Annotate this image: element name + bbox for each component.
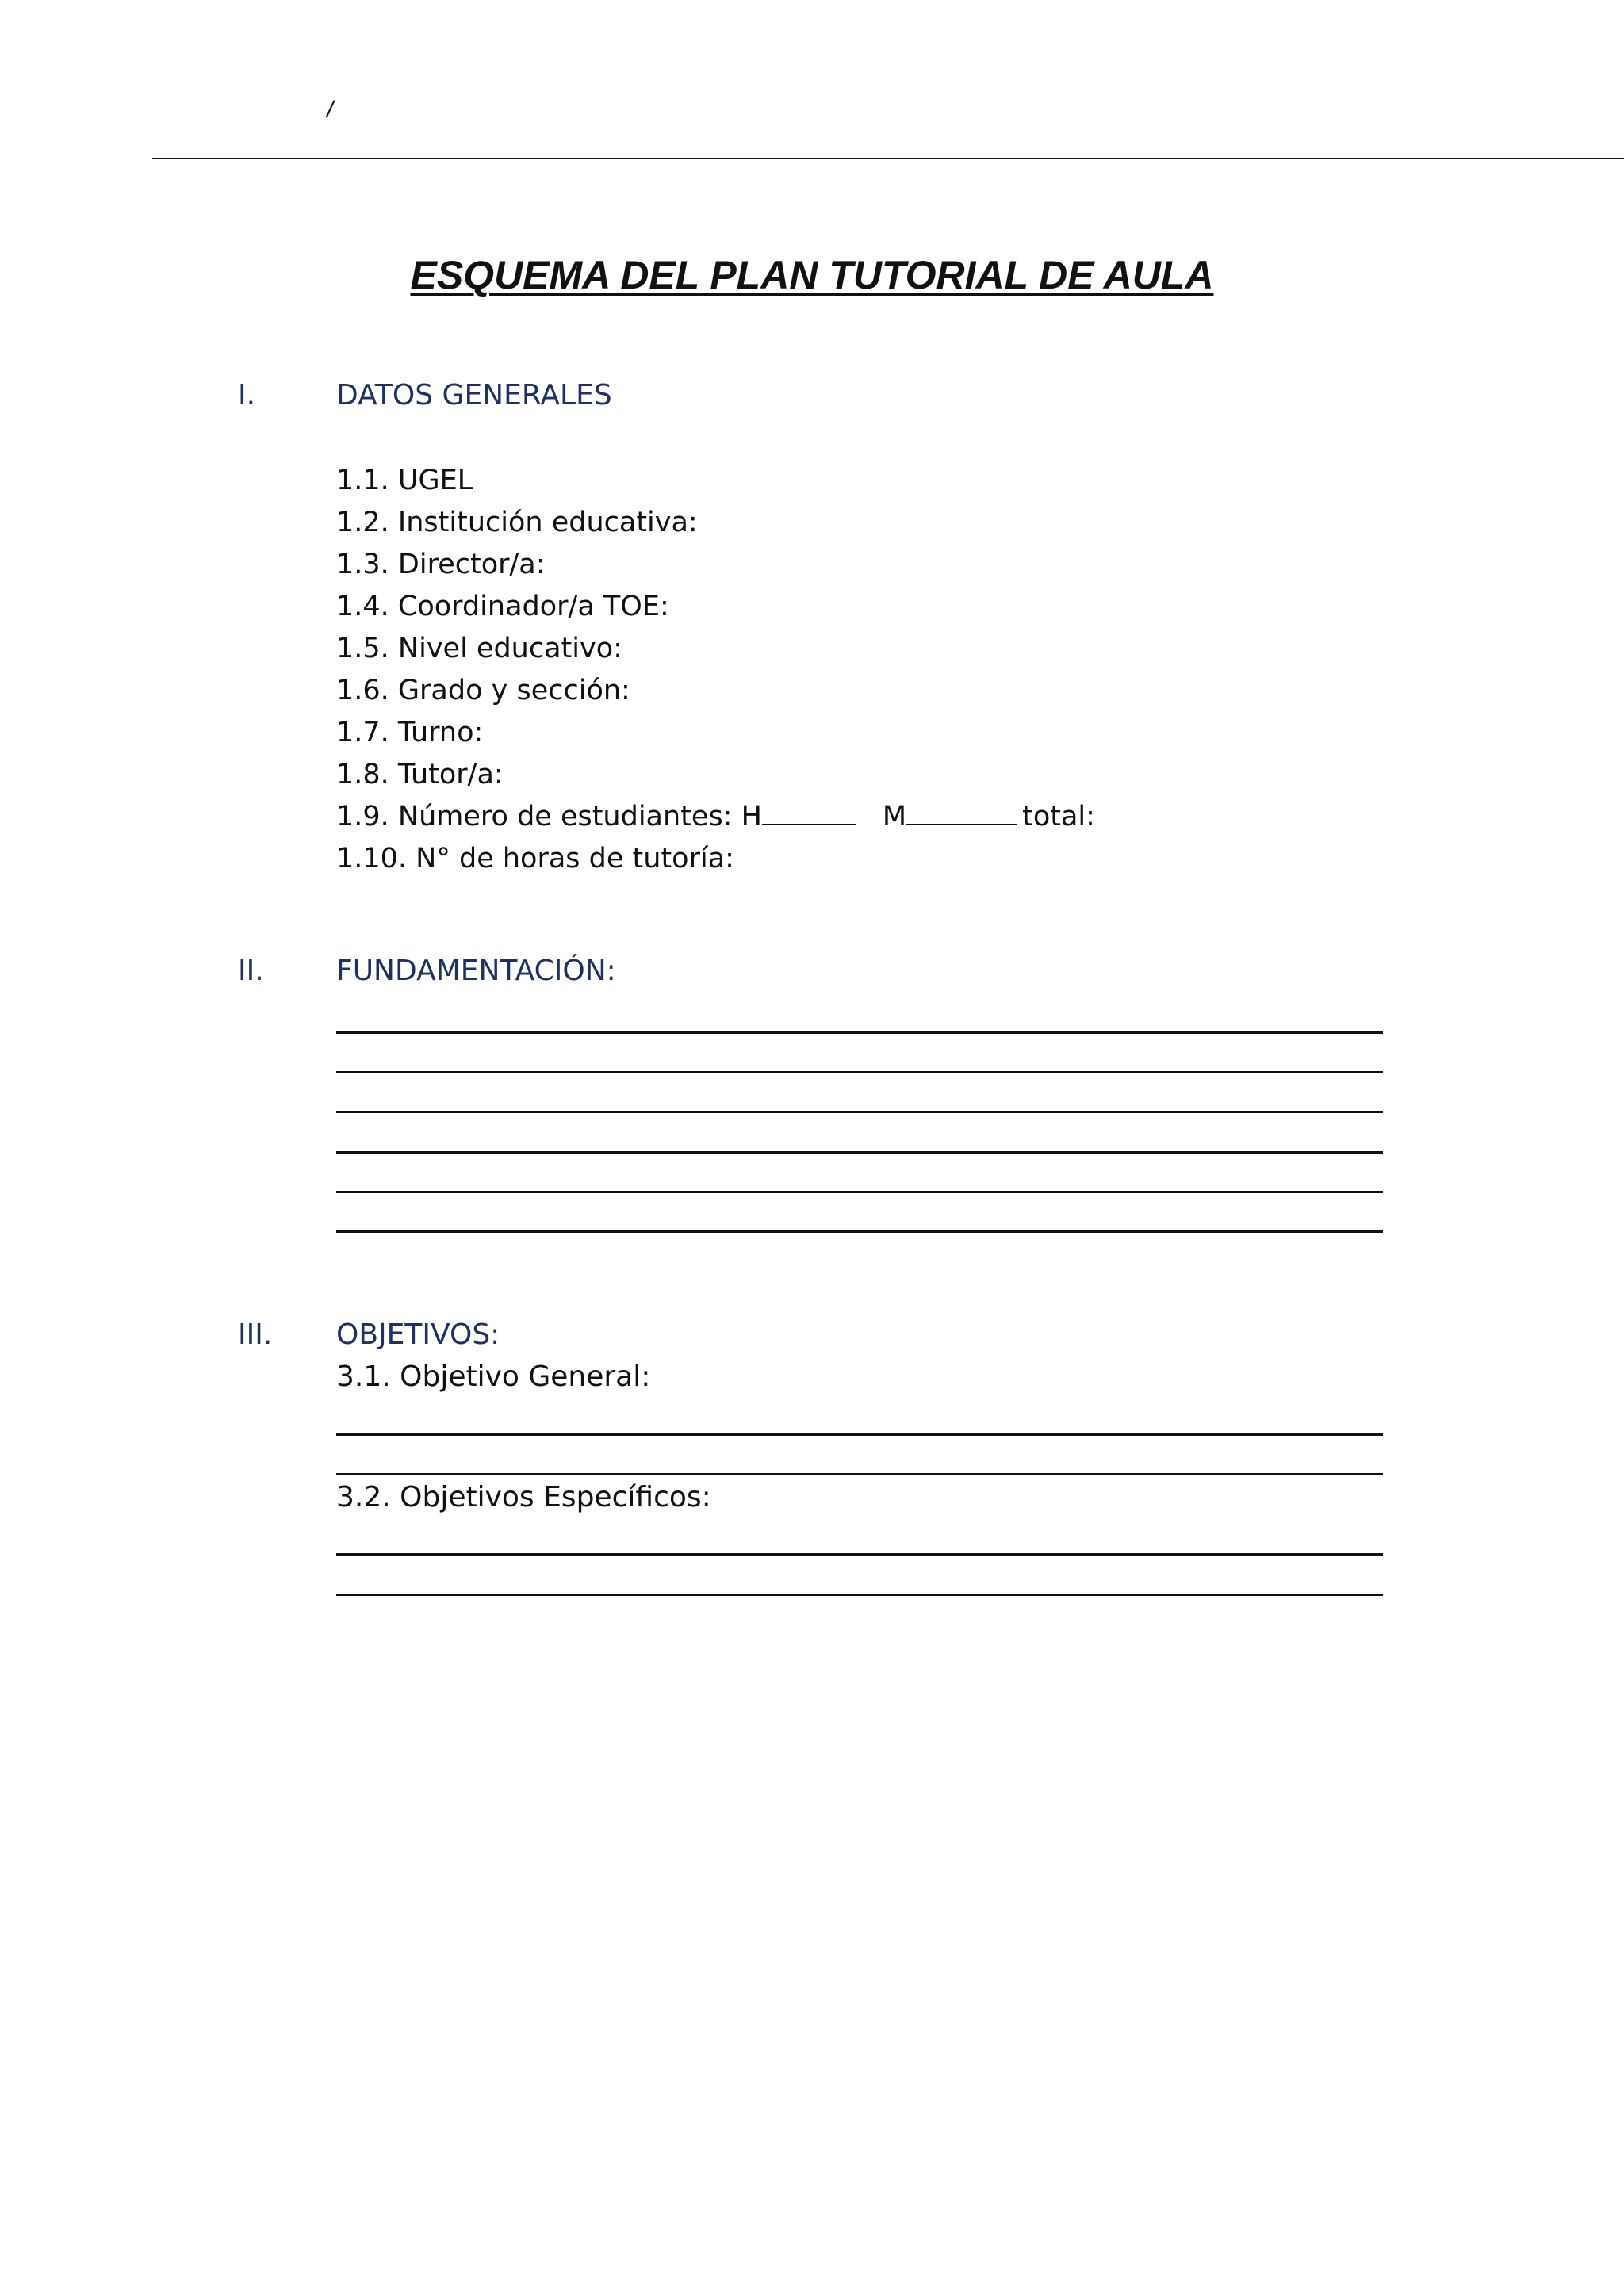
item-horas: 1.10. N° de horas de tutoría: [336,843,734,874]
section-3-title: OBJETIVOS: [336,1318,500,1351]
item-grado: 1.6. Grado y sección: [336,675,630,706]
section-1-title: DATOS GENERALES [336,379,612,411]
fundamentacion-line[interactable] [336,1191,1383,1193]
objetivo-general-line[interactable] [336,1473,1383,1475]
fundamentacion-line[interactable] [336,1071,1383,1073]
item-institucion: 1.2. Institución educativa: [336,507,698,538]
item-nivel: 1.5. Nivel educativo: [336,633,622,664]
item-coordinador: 1.4. Coordinador/a TOE: [336,591,669,622]
section-3-number: III. [238,1318,273,1351]
section-2-number: II. [238,955,264,987]
objetivo-general-label: 3.1. Objetivo General: [336,1360,651,1393]
item-tutor: 1.8. Tutor/a: [336,759,504,790]
m-label: M [882,801,907,832]
m-blank[interactable] [906,802,1017,825]
fundamentacion-line[interactable] [336,1111,1383,1113]
total-label: total: [1022,801,1095,832]
section-1-number: I. [238,379,256,411]
objetivos-especificos-line[interactable] [336,1553,1383,1556]
fundamentacion-line[interactable] [336,1031,1383,1034]
item-director: 1.3. Director/a: [336,549,546,580]
item-ugel: 1.1. UGEL [336,465,473,496]
h-blank[interactable] [762,802,856,825]
item-estudiantes [336,801,1095,832]
objetivos-especificos-line[interactable] [336,1594,1383,1596]
fundamentacion-line[interactable] [336,1230,1383,1233]
estudiantes-label: 1.9. Número de estudiantes: H [336,801,762,832]
header-mark: / [327,97,334,123]
section-2-title: FUNDAMENTACIÓN: [336,955,616,987]
document-title: ESQUEMA DEL PLAN TUTORIAL DE AULA [410,253,1214,297]
header-divider [152,158,1624,159]
fundamentacion-line[interactable] [336,1151,1383,1154]
objetivo-general-line[interactable] [336,1433,1383,1436]
objetivos-especificos-label: 3.2. Objetivos Específicos: [336,1481,711,1513]
item-turno: 1.7. Turno: [336,717,484,748]
